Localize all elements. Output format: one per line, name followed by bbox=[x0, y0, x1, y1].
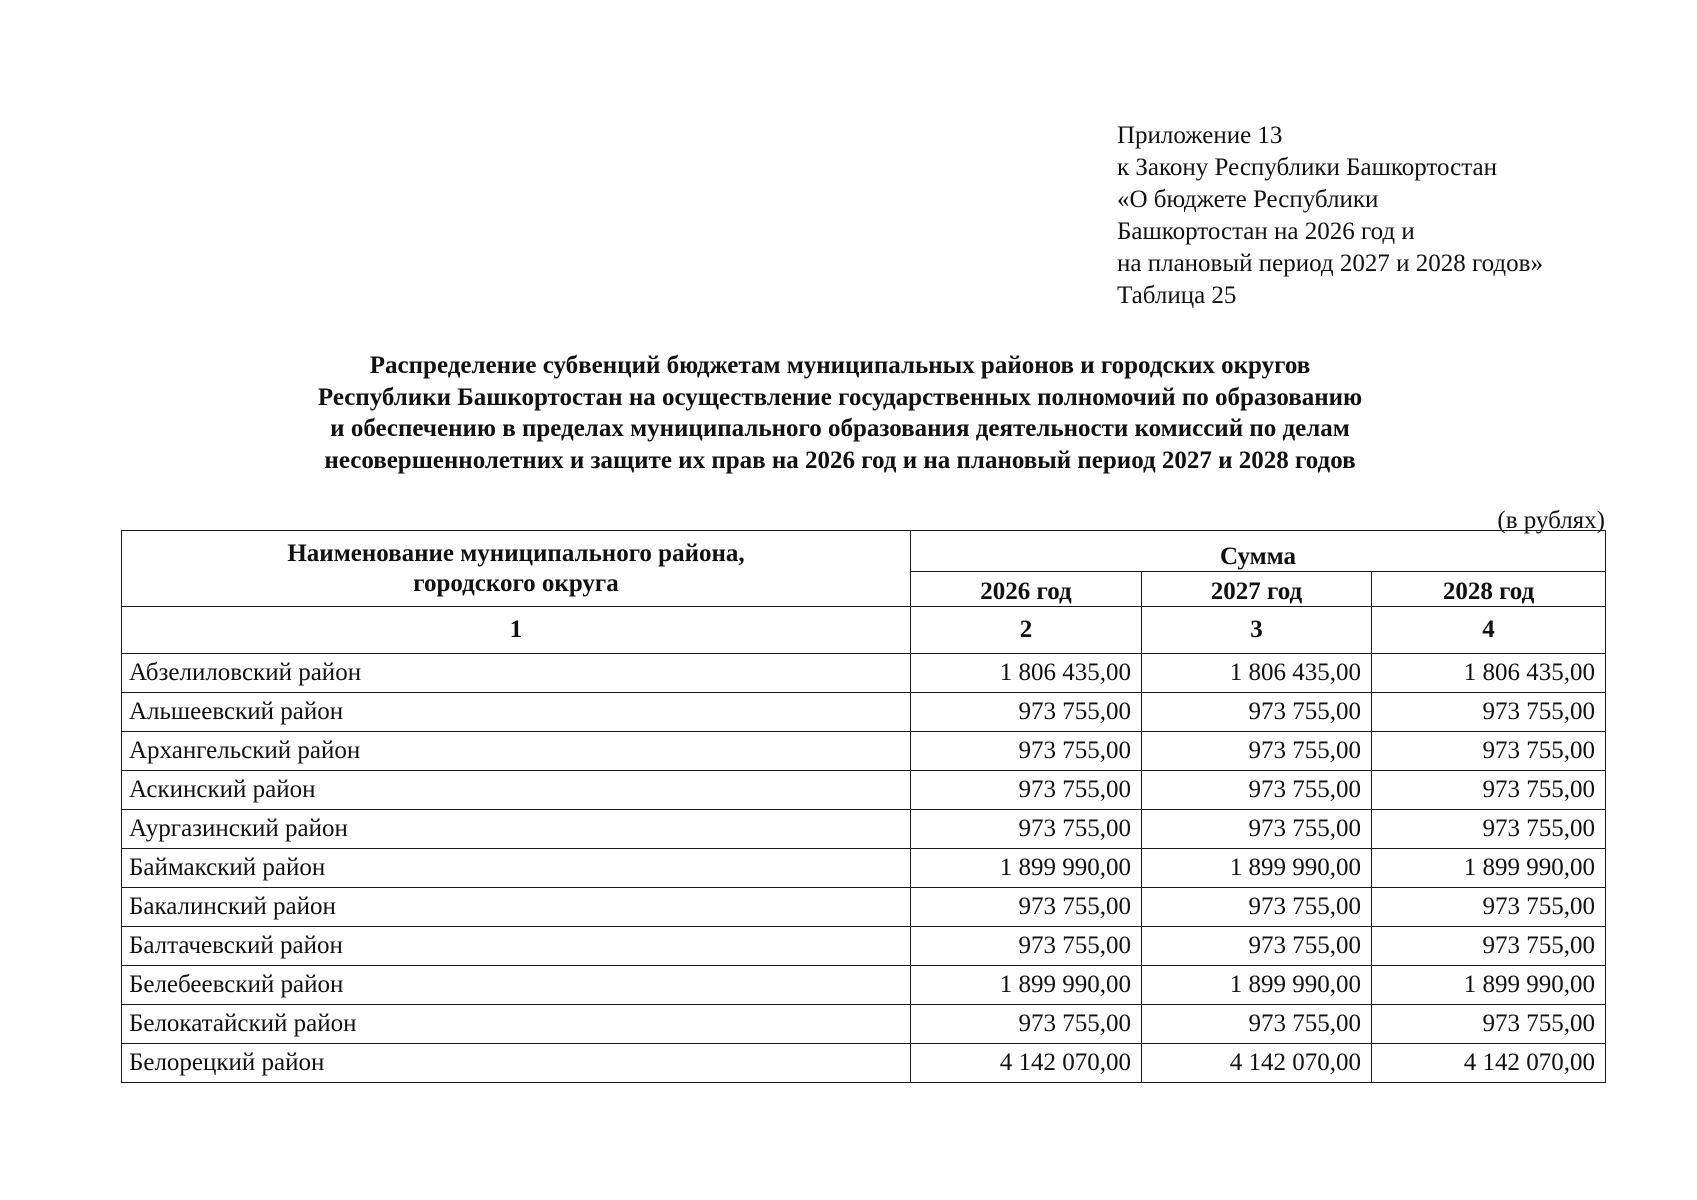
table-row bbox=[122, 1005, 1606, 1044]
amount-2026: 1 806 435,00 bbox=[911, 654, 1142, 693]
district-name: Белокатайский район bbox=[122, 1005, 911, 1044]
appendix-line: Башкортостан на 2026 год и bbox=[1117, 218, 1415, 245]
appendix-note bbox=[1117, 120, 1543, 312]
amount-2028: 973 755,00 bbox=[1372, 810, 1606, 849]
district-name: Белорецкий район bbox=[122, 1044, 911, 1083]
district-name: Белебеевский район bbox=[122, 966, 911, 1005]
amount-2028: 973 755,00 bbox=[1372, 888, 1606, 927]
amount-2027: 973 755,00 bbox=[1142, 771, 1372, 810]
header-year-2027: 2027 год bbox=[1142, 572, 1372, 607]
subvention-table bbox=[121, 530, 1606, 1083]
amount-2027: 973 755,00 bbox=[1142, 810, 1372, 849]
amount-2027: 973 755,00 bbox=[1142, 888, 1372, 927]
table-row bbox=[122, 693, 1606, 732]
amount-2026: 973 755,00 bbox=[911, 888, 1142, 927]
amount-2026: 1 899 990,00 bbox=[911, 966, 1142, 1005]
amount-2027: 1 899 990,00 bbox=[1142, 849, 1372, 888]
district-name: Балтачевский район bbox=[122, 927, 911, 966]
appendix-line: к Закону Республики Башкортостан bbox=[1117, 154, 1497, 181]
column-number: 1 bbox=[122, 607, 911, 654]
amount-2028: 973 755,00 bbox=[1372, 1005, 1606, 1044]
header-sum: Сумма bbox=[911, 531, 1606, 572]
table-row bbox=[122, 1044, 1606, 1083]
amount-2027: 4 142 070,00 bbox=[1142, 1044, 1372, 1083]
amount-2028: 1 899 990,00 bbox=[1372, 966, 1606, 1005]
amount-2026: 4 142 070,00 bbox=[911, 1044, 1142, 1083]
table-number: Таблица 25 bbox=[1117, 282, 1237, 309]
column-number: 2 bbox=[911, 607, 1142, 654]
amount-2026: 973 755,00 bbox=[911, 693, 1142, 732]
amount-2027: 973 755,00 bbox=[1142, 1005, 1372, 1044]
column-number: 4 bbox=[1372, 607, 1606, 654]
amount-2026: 973 755,00 bbox=[911, 810, 1142, 849]
amount-2028: 973 755,00 bbox=[1372, 771, 1606, 810]
header-name bbox=[122, 531, 911, 607]
amount-2028: 1 806 435,00 bbox=[1372, 654, 1606, 693]
amount-2026: 973 755,00 bbox=[911, 1005, 1142, 1044]
table-row bbox=[122, 810, 1606, 849]
amount-2028: 973 755,00 bbox=[1372, 732, 1606, 771]
table-row bbox=[122, 771, 1606, 810]
appendix-line: на плановый период 2027 и 2028 годов» bbox=[1117, 250, 1543, 277]
amount-2027: 973 755,00 bbox=[1142, 693, 1372, 732]
amount-2028: 1 899 990,00 bbox=[1372, 849, 1606, 888]
appendix-line: «О бюджете Республики bbox=[1117, 186, 1379, 213]
amount-2026: 973 755,00 bbox=[911, 927, 1142, 966]
table-row bbox=[122, 732, 1606, 771]
district-name: Абзелиловский район bbox=[122, 654, 911, 693]
amount-2026: 1 899 990,00 bbox=[911, 849, 1142, 888]
title-line: и обеспечению в пределах муниципального образования деятельности комиссий по делам bbox=[330, 415, 1350, 442]
title-line: несовершеннолетних и защите их прав на 2026 год и на плановый период 2027 и 2028 годов bbox=[324, 446, 1356, 474]
district-name: Архангельский район bbox=[122, 732, 911, 771]
title-line: Распределение субвенций бюджетам муниципальных районов и городских округов bbox=[369, 352, 1311, 379]
amount-2027: 1 806 435,00 bbox=[1142, 654, 1372, 693]
table-row bbox=[122, 927, 1606, 966]
header-name-line2: городского округа bbox=[413, 569, 619, 597]
table-row bbox=[122, 654, 1606, 693]
appendix-line: Приложение 13 bbox=[1117, 122, 1283, 149]
district-name: Альшеевский район bbox=[122, 693, 911, 732]
amount-2028: 973 755,00 bbox=[1372, 693, 1606, 732]
table-row bbox=[122, 888, 1606, 927]
amount-2028: 4 142 070,00 bbox=[1372, 1044, 1606, 1083]
district-name: Баймакский район bbox=[122, 849, 911, 888]
amount-2026: 973 755,00 bbox=[911, 771, 1142, 810]
table-row bbox=[122, 849, 1606, 888]
header-year-2028: 2028 год bbox=[1372, 572, 1606, 607]
header-year-2026: 2026 год bbox=[911, 572, 1142, 607]
district-name: Аскинский район bbox=[122, 771, 911, 810]
title-line: Республики Башкортостан на осуществление государственных полномочий по образованию bbox=[317, 383, 1363, 411]
table-row bbox=[122, 966, 1606, 1005]
header-name-line1: Наименование муниципального района, bbox=[287, 539, 745, 567]
amount-2027: 973 755,00 bbox=[1142, 927, 1372, 966]
column-number: 3 bbox=[1142, 607, 1372, 654]
amount-2026: 973 755,00 bbox=[911, 732, 1142, 771]
amount-2027: 973 755,00 bbox=[1142, 732, 1372, 771]
amount-2028: 973 755,00 bbox=[1372, 927, 1606, 966]
district-name: Аургазинский район bbox=[122, 810, 911, 849]
document-title bbox=[180, 350, 1500, 476]
district-name: Бакалинский район bbox=[122, 888, 911, 927]
units-note: (в рублях) bbox=[1497, 507, 1605, 534]
amount-2027: 1 899 990,00 bbox=[1142, 966, 1372, 1005]
